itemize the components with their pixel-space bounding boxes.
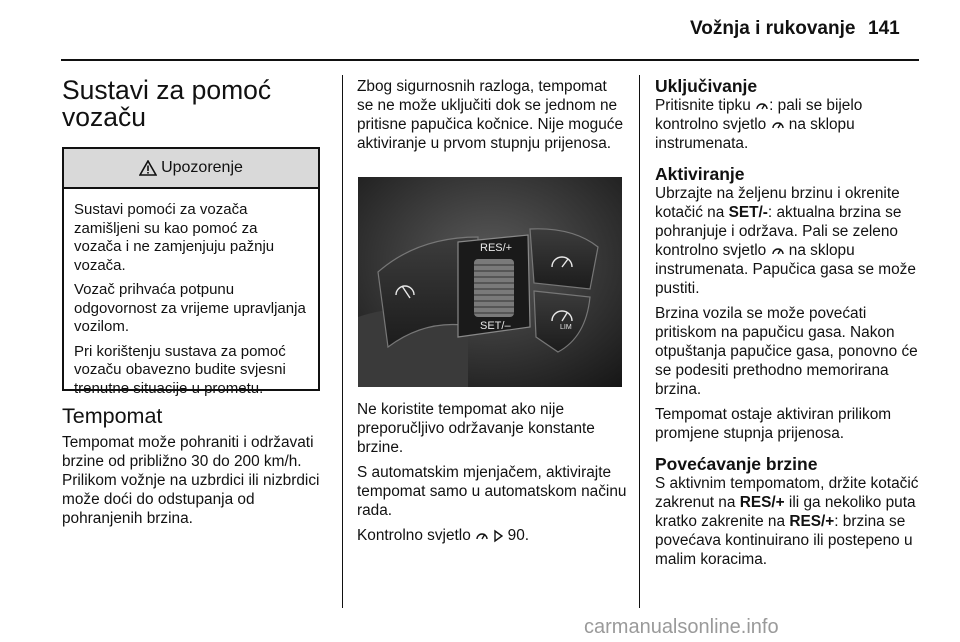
warning-paragraph-3: Pri korištenju sustava za pomoć vozaču obavezno budite svjesni trenutne situacije u prometu.: [74, 342, 286, 397]
column-divider-2: [639, 75, 640, 608]
warning-triangle-icon: [139, 160, 157, 176]
tempomat-text: Tempomat može pohraniti i održavati brzine od približno 30 do 200 km/h. Prilikom vožnje na uzbrdici ili nizbrdici može doći do odstupanja od pohranjenih brzina.: [62, 434, 320, 527]
paragraph-aktiviranje: Ubrzajte na željenu brzinu i okrenite kotačić na SET/-: aktualna brzina se pohranjuje i održava. Pali se zeleno kontrolno svjetlo na sklopu instrumenata. Papučica gasa se može pustiti.: [655, 185, 916, 297]
lim-label: LIM: [560, 324, 572, 331]
section-title: Sustavi za pomoć vozaču: [62, 75, 272, 132]
paragraph-indicator-ref: Kontrolno svjetlo 90.: [357, 527, 530, 544]
paragraph-constant-speed: Ne koristite tempomat ako nije preporučljivo održavanje konstante brzine.: [357, 401, 595, 456]
tempomat-title: Tempomat: [62, 404, 163, 428]
column-2-bottom: [357, 400, 629, 551]
paragraph-tempomat-aktiviran: Tempomat ostaje aktiviran prilikom promjene stupnja prijenosa.: [655, 406, 892, 442]
column-2: [357, 77, 627, 159]
steering-wheel-illustration: [358, 177, 622, 387]
column-3: [655, 77, 925, 575]
paragraph-automatic: S automatskim mjenjačem, aktivirajte tempomat samo u automatskom načinu rada.: [357, 464, 627, 519]
warning-box: [62, 147, 320, 397]
paragraph-ukljucivanje: Pritisnite tipku : pali se bijelo kontrolno svjetlo na sklopu instrumenata.: [655, 97, 863, 152]
cruise-control-icon: [771, 244, 785, 258]
paragraph-povecavanje: S aktivnim tempomatom, držite kotačić zakrenut na RES/+ ili ga nekoliko puta kratko zakrenite na RES/+: brzina se povećava kontinuirano ili postepeno u malim koracima.: [655, 475, 919, 568]
cruise-control-icon: [475, 529, 489, 543]
cruise-control-icon: [755, 99, 769, 113]
warning-header: [64, 149, 318, 189]
heading-ukljucivanje: Uključivanje: [655, 76, 758, 96]
tempomat-section: [62, 405, 328, 534]
steering-wheel-controls-photo: [358, 177, 622, 387]
heading-aktiviranje: Aktiviranje: [655, 164, 745, 184]
warning-paragraph-1: Sustavi pomoći za vozača zamišljeni su kao pomoć za vozača i ne zamjenjuju pažnju vozača.: [74, 201, 275, 274]
paragraph-brzina: Brzina vozila se može povećati pritiskom na papučicu gasa. Nakon otpuštanja papučice gasa, ponovno će se podesiti prethodno memorirana brzina.: [655, 305, 918, 398]
chapter-title: Vožnja i rukovanje: [690, 18, 856, 39]
watermark: carmanualsonline.info: [584, 616, 779, 638]
warning-paragraph-2: Vozač prihvaća potpunu odgovornost za vrijeme upravljanja vozilom.: [74, 281, 306, 335]
header-rule: [61, 59, 919, 61]
cruise-control-icon: [771, 118, 785, 132]
intro-paragraph: Zbog sigurnosnih razloga, tempomat se ne može uključiti dok se jednom ne pritisne papučica kočnice. Nije moguće aktiviranje u prvom stupnju prijenosa.: [357, 78, 624, 152]
res-label: RES/+: [480, 242, 513, 254]
column-1: [62, 77, 324, 131]
heading-povecavanje: Povećavanje brzine: [655, 454, 818, 474]
column-divider-1: [342, 75, 343, 608]
warning-label: Upozorenje: [161, 159, 243, 176]
page-number: 141: [868, 18, 900, 39]
page-reference-icon: [493, 529, 503, 543]
set-label: SET/–: [480, 320, 511, 332]
